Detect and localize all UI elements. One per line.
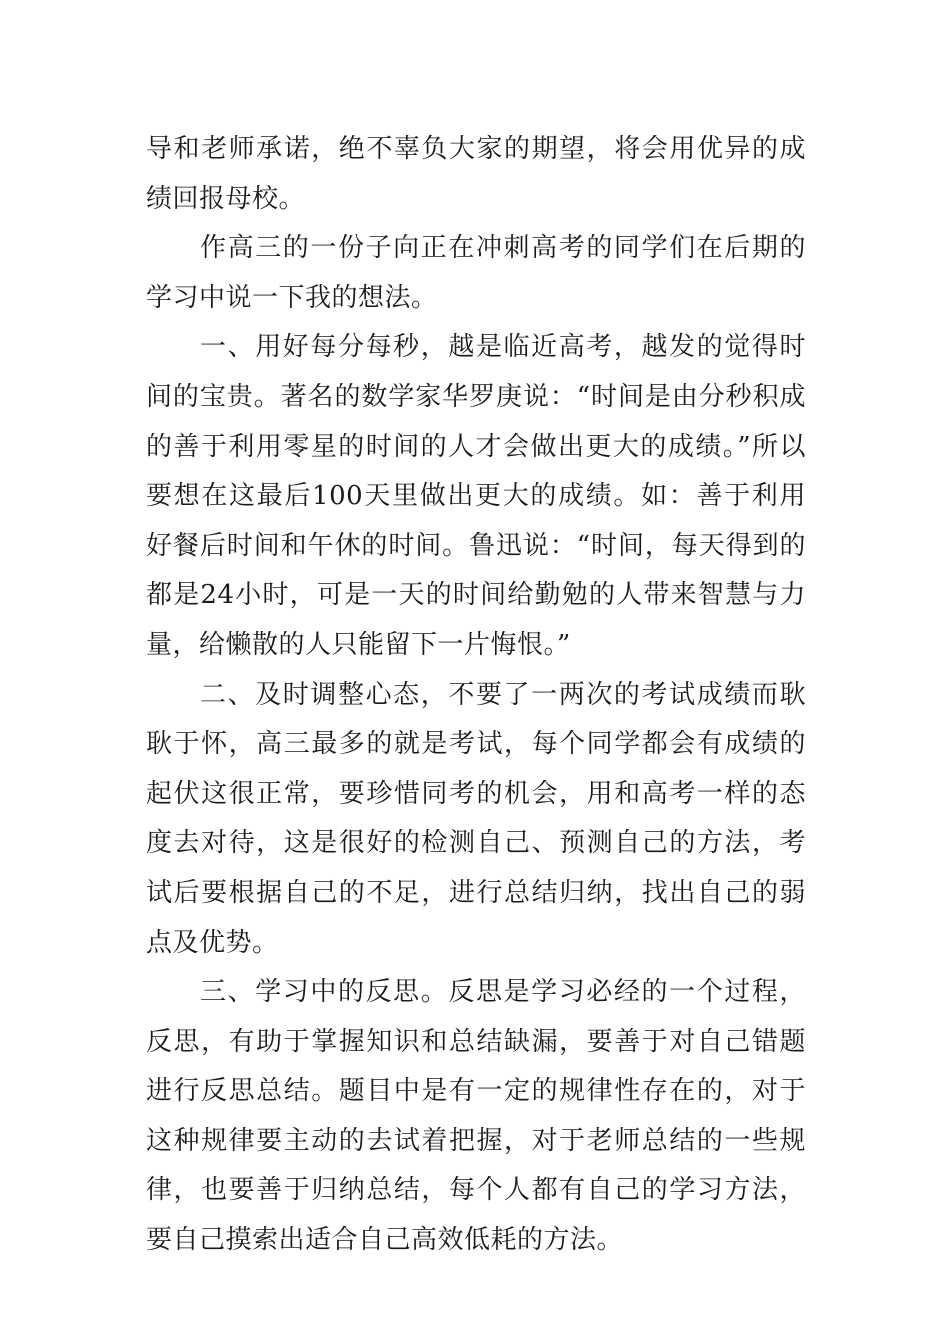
paragraph-point-three: 三、学习中的反思。反思是学习必经的一个过程，反思，有助于掌握知识和总结缺漏，要善于对自己错题进行反思总结。题目中是有一定的规律性存在的，对于这种规律要主动的去试着把握，对于老师总结的一些规律，也要善于归纳总结，每个人都有自己的学习方法，要自己摸索出适合自己高效低耗的方法。	[146, 977, 806, 1256]
document-body	[146, 125, 806, 1266]
paragraph-point-two: 二、及时调整心态，不要了一两次的考试成绩而耿耿于怀，高三最多的就是考试，每个同学都会有成绩的起伏这很正常，要珍惜同考的机会，用和高考一样的态度去对待，这是很好的检测自己、预测自己的方法，考试后要根据自己的不足，进行总结归纳，找出自己的弱点及优势。	[146, 679, 806, 958]
paragraph-intro: 作高三的一份子向正在冲刺高考的同学们在后期的学习中说一下我的想法。	[146, 233, 806, 313]
paragraph-continuation: 导和老师承诺，绝不辜负大家的期望，将会用优异的成绩回报母校。	[146, 134, 806, 214]
paragraph-point-one: 一、用好每分每秒，越是临近高考，越发的觉得时间的宝贵。著名的数学家华罗庚说：“时间是由分秒积成的善于利用零星的时间的人才会做出更大的成绩。”所以要想在这最后100天里做出更大的成绩。如：善于利用好餐后时间和午休的时间。鲁迅说：“时间，每天得到的都是24小时，可是一天的时间给勤勉的人带来智慧与力量，给懒散的人只能留下一片悔恨。”	[146, 332, 806, 660]
